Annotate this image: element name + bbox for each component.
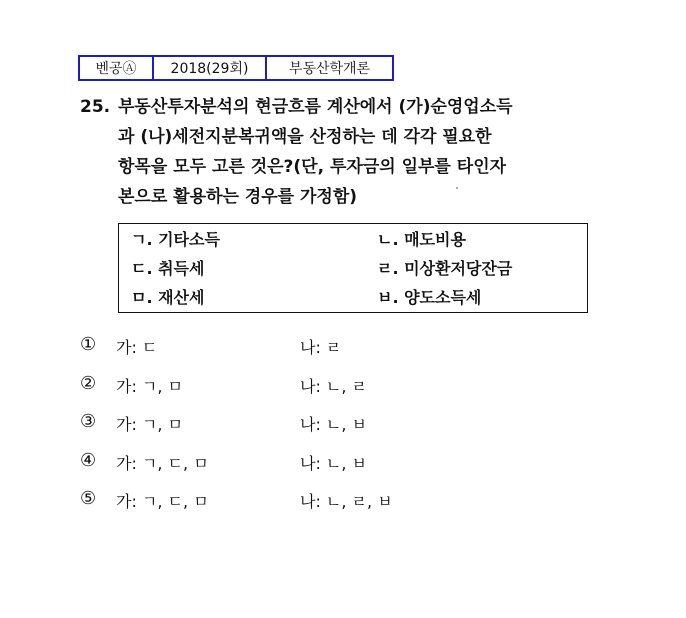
answer-number: ① [80, 334, 97, 355]
question-stem [80, 92, 610, 212]
choice-item-rieul: ㄹ. 미상환저당잔금 [377, 259, 513, 278]
exam-source-label: 벤공Ⓐ [80, 57, 154, 79]
answer-ga: 가: ㄱ, ㅁ [116, 376, 184, 396]
answer-number: ③ [80, 411, 97, 432]
question-line [80, 152, 610, 182]
choice-item-giyeok: ㄱ. 기타소득 [131, 230, 220, 249]
answer-number: ④ [80, 449, 97, 471]
exam-header [78, 55, 394, 81]
question-text-line-4: 본으로 활용하는 경우를 가정함) [118, 187, 358, 207]
answer-option-5[interactable] [80, 488, 480, 527]
exam-subject-label: 부동산학개론 [288, 61, 371, 77]
answer-option-4[interactable] [80, 450, 480, 489]
stray-dot [456, 187, 458, 189]
exam-year-label: 2018(29회) [154, 57, 267, 79]
answer-options [80, 334, 480, 527]
answer-na: 나: ㄴ, ㅂ [300, 453, 368, 473]
choice-item-bieup: ㅂ. 양도소득세 [377, 288, 482, 307]
question-text-line-3: 항목을 모두 고른 것은?(단, 투자금의 일부를 타인자 [118, 157, 507, 177]
answer-ga: 가: ㄱ, ㄷ, ㅁ [116, 492, 209, 511]
question-text-line-2: 과 (나)세전지분복귀액을 산정하는 데 각각 필요한 [118, 127, 492, 147]
question-text-line-1: 부동산투자분석의 현금흐름 계산에서 (가)순영업소득 [118, 97, 513, 117]
choice-item-nieun: ㄴ. 매도비용 [377, 230, 466, 249]
answer-na: 나: ㄹ [300, 338, 342, 357]
answer-ga: 가: ㄱ, ㅁ [116, 415, 184, 434]
choice-item-mieum: ㅁ. 재산세 [131, 288, 205, 307]
answer-option-3[interactable] [80, 411, 480, 450]
question-line [80, 182, 610, 212]
answer-option-2[interactable] [80, 373, 480, 412]
choice-items-box [118, 223, 588, 313]
question-number: 25. [80, 97, 111, 117]
answer-number: ② [80, 372, 97, 394]
answer-na: 나: ㄴ, ㅂ [300, 415, 368, 434]
choice-item-digeut: ㄷ. 취득세 [131, 259, 205, 278]
answer-option-1[interactable] [80, 334, 480, 373]
answer-na: 나: ㄴ, ㄹ, ㅂ [300, 492, 393, 511]
answer-ga: 가: ㄱ, ㄷ, ㅁ [116, 453, 209, 473]
question-line [80, 122, 610, 152]
answer-na: 나: ㄴ, ㄹ [300, 376, 368, 396]
answer-number: ⑤ [80, 488, 97, 509]
question-line [80, 92, 610, 122]
answer-ga: 가: ㄷ [116, 338, 158, 357]
